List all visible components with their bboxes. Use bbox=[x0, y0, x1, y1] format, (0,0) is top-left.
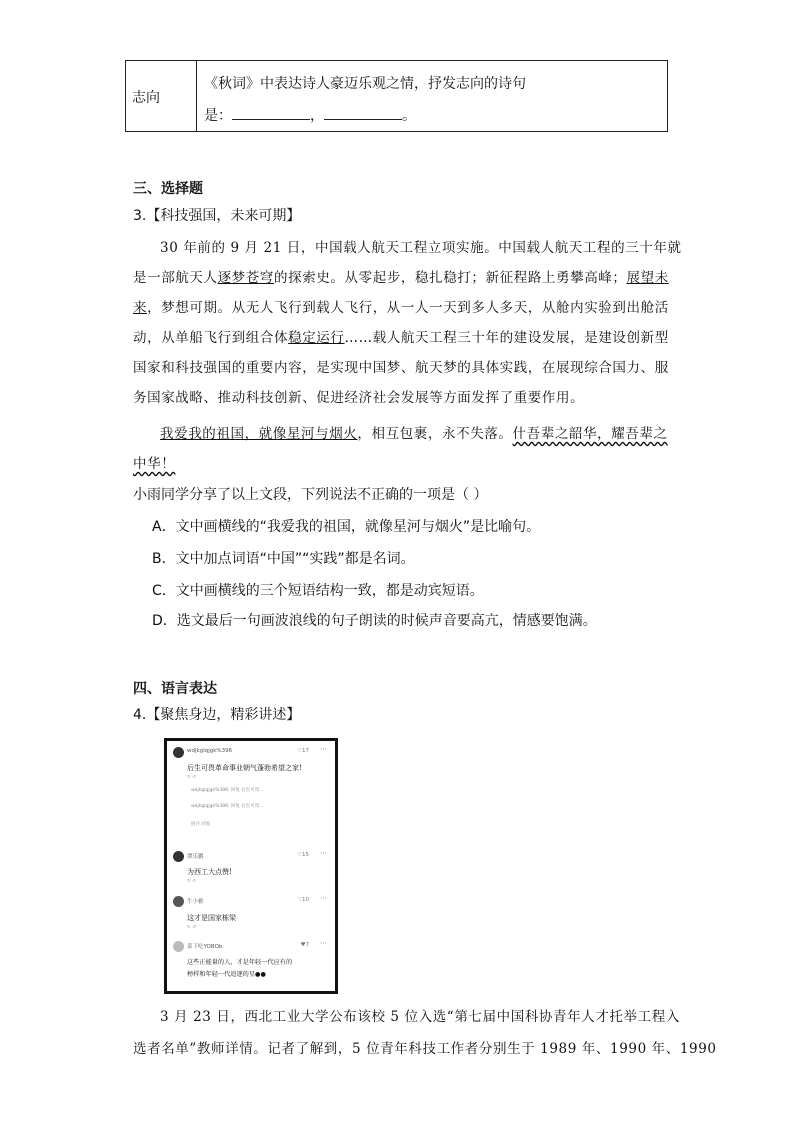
underlined-phrase-1: 逐梦苍穹 bbox=[217, 270, 275, 286]
passage-line-1: 30 年前的 9 月 21 日，中国载人航天工程立项实施。中国载人航天工程的三十年就 bbox=[160, 240, 682, 256]
more-icon: ⋯ bbox=[320, 745, 327, 753]
passage-line-5: 国家和科技强国的重要内容，是实现中国梦、航天梦的具体实践，在展现综合国力、服 bbox=[133, 360, 669, 376]
reply-text: wdjkglqjgk%396: 回复 后生可畏... bbox=[191, 788, 264, 793]
comment-author: 牛小雅 bbox=[187, 899, 204, 905]
text-span: 是一部航天人 bbox=[133, 270, 218, 286]
reply-text: wdjkglqjgk%396: 回复 后生可畏... bbox=[191, 804, 264, 809]
section4-line-2: 选者名单”教师详情。记者了解到，5 位青年科技工作者分别生于 1989 年、1990 年、1990 bbox=[133, 1041, 717, 1057]
table-answer-line bbox=[204, 105, 416, 125]
text-span: 动，从单船飞行到组合体 bbox=[133, 330, 289, 346]
option-d[interactable]: D．选文最后一句画波浪线的句子朗读的时候声音要高亢，情感要饱满。 bbox=[152, 613, 597, 629]
comment-screenshot bbox=[164, 738, 338, 994]
underlined-phrase-3: 稳定运行 bbox=[288, 330, 345, 346]
comment-text: 这才是国家栋梁 bbox=[187, 914, 236, 922]
avatar bbox=[173, 941, 184, 952]
like-count: ♡10 bbox=[297, 897, 309, 903]
answer-blank-2[interactable] bbox=[324, 107, 402, 120]
option-b[interactable]: B．文中加点词语“中国”“实践”都是名词。 bbox=[152, 551, 415, 567]
answer-end: 。 bbox=[402, 108, 416, 124]
answer-prefix: 是： bbox=[204, 108, 232, 124]
text-span: ，梦想可期。从无人飞行到载人飞行，从一人一天到多人多天，从舱内实验到出舱活 bbox=[147, 300, 669, 316]
option-c[interactable]: C．文中画横线的三个短语结构一致，都是动宾短语。 bbox=[152, 583, 484, 599]
like-number: 17 bbox=[302, 748, 309, 754]
wavy-sentence-2: 中华！ bbox=[133, 456, 176, 472]
more-icon: ⋯ bbox=[320, 849, 327, 857]
table-label: 志向 bbox=[132, 90, 160, 106]
reply-actions: ↻ ↺ bbox=[187, 925, 196, 930]
aspiration-table bbox=[125, 60, 668, 132]
like-count: ♡17 bbox=[297, 748, 309, 754]
passage-line-3 bbox=[133, 296, 669, 316]
like-count: ♥7 bbox=[300, 942, 309, 948]
comment-author: wdjkglqjgk%396 bbox=[187, 748, 233, 754]
section-heading-choice: 三、选择题 bbox=[133, 181, 203, 197]
underlined-phrase-2b: 来 bbox=[133, 300, 148, 316]
comment-text: 后生可畏革命事业朝气蓬勃希望之家! bbox=[187, 764, 302, 772]
like-number: 7 bbox=[305, 942, 309, 948]
section4-line-1: 3 月 23 日，西北工业大学公布该校 5 位入选“第七届中国科协青年人才托举工程入 bbox=[160, 1009, 680, 1025]
table-prompt: 《秋词》中表达诗人豪迈乐观之情，抒发志向的诗句 bbox=[204, 76, 526, 92]
more-icon: ⋯ bbox=[320, 939, 327, 947]
comment-text: 为西工大点赞! bbox=[187, 868, 232, 876]
text-span: ，相互包裹，永不失落。 bbox=[357, 426, 513, 442]
answer-blank-1[interactable] bbox=[232, 107, 310, 120]
section-heading-expression: 四、语言表达 bbox=[133, 681, 217, 697]
text-span: 的探索史。从零起步，稳扎稳打；新征程路上勇攀高峰； bbox=[274, 270, 627, 286]
option-a[interactable]: A．文中画横线的“我爱我的祖国，就像星河与烟火”是比喻句。 bbox=[152, 519, 541, 535]
avatar bbox=[173, 747, 184, 758]
avatar bbox=[173, 851, 184, 862]
comment-author: 菜下吃YOBOb bbox=[187, 944, 223, 950]
reply-actions: ↻ ↺ bbox=[187, 879, 196, 884]
underlined-sentence: 我爱我的祖国，就像星河与烟火 bbox=[160, 426, 358, 442]
like-count: ♡15 bbox=[297, 852, 309, 858]
expand-replies: 展开 回复 bbox=[191, 822, 211, 827]
more-icon: ⋯ bbox=[320, 894, 327, 902]
answer-sep: ， bbox=[310, 108, 324, 124]
wavy-sentence-1: 什吾辈之韶华，耀吾辈之 bbox=[512, 426, 668, 442]
question-4-title: 4.【聚焦身边，精彩讲述】 bbox=[133, 707, 301, 723]
passage-line-7 bbox=[160, 422, 668, 442]
text-span: ……载人航天工程三十年的建设发展，是建设创新型 bbox=[344, 330, 669, 346]
like-number: 10 bbox=[302, 897, 309, 903]
table-divider bbox=[196, 61, 197, 131]
passage-line-6: 务国家战略、推动科技创新、促进经济社会发展等方面发挥了重要作用。 bbox=[133, 390, 585, 406]
passage-line-4 bbox=[133, 326, 669, 346]
comment-author: 谭乐鹏 bbox=[187, 854, 204, 860]
question-3-title: 3.【科技强国，未来可期】 bbox=[133, 208, 301, 224]
reply-actions: ↻ ↺ bbox=[187, 775, 196, 780]
passage-line-2 bbox=[133, 266, 669, 286]
comment-text: 榜样和年轻一代追逐的星●● bbox=[187, 971, 266, 978]
question-3-stem: 小雨同学分享了以上文段，下列说法不正确的一项是（ ） bbox=[133, 487, 488, 503]
underlined-phrase-2a: 展望未 bbox=[626, 270, 669, 286]
like-number: 15 bbox=[302, 852, 309, 858]
comment-text: 这些正能量的人，才是年轻一代应有的 bbox=[187, 959, 293, 966]
passage-line-8 bbox=[133, 452, 175, 472]
avatar bbox=[173, 896, 184, 907]
